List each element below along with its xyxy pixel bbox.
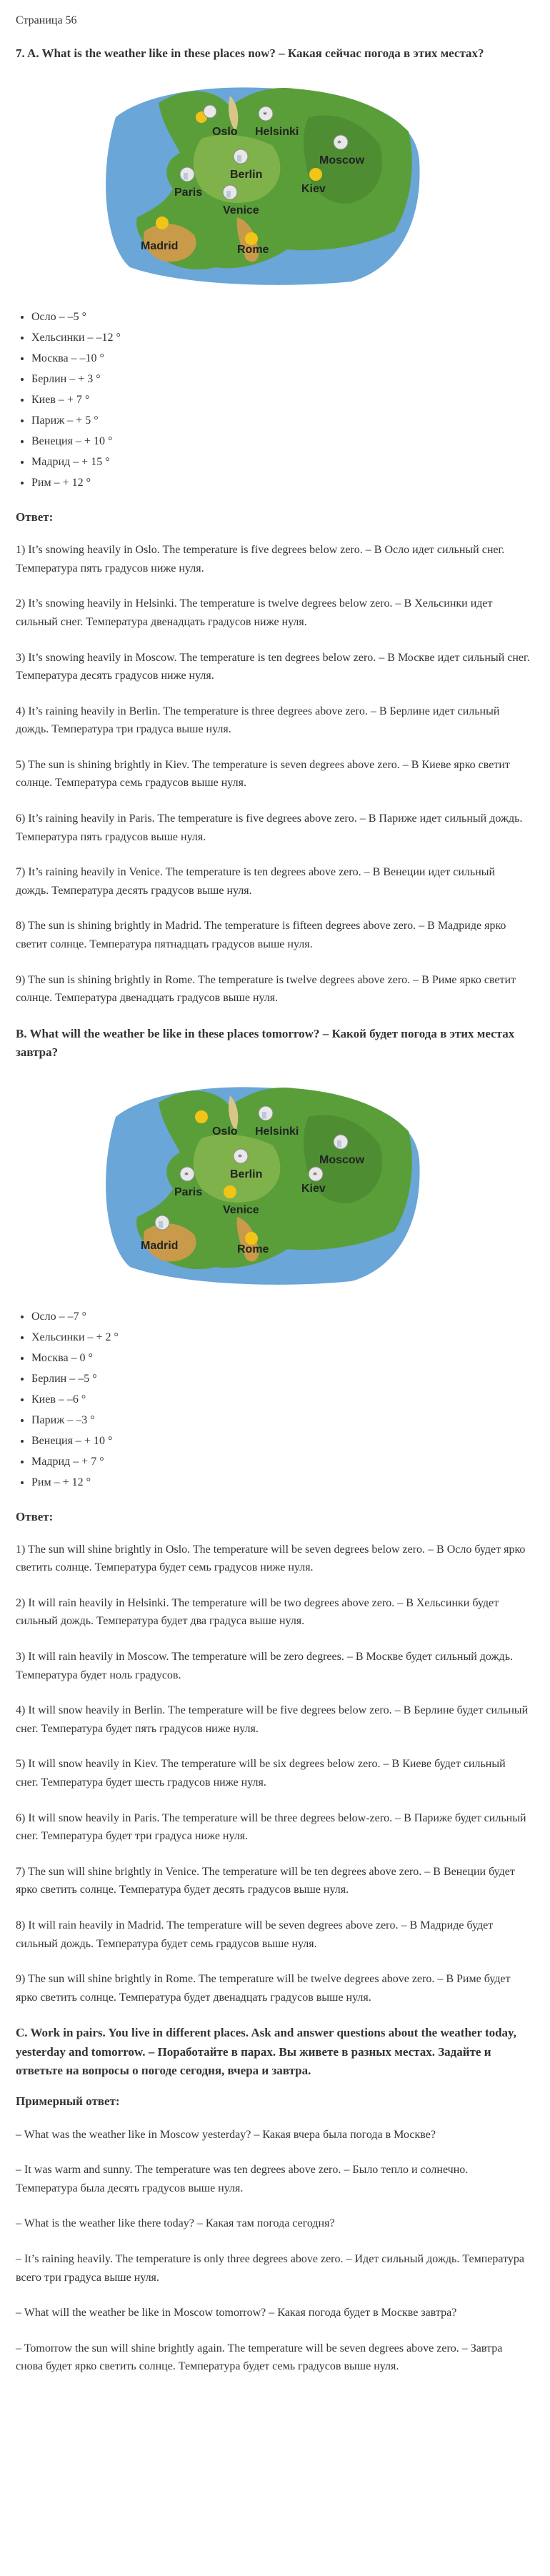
section-a-answer-title: Ответ: (16, 509, 54, 524)
list-item: • Осло – –7 ° (31, 1308, 530, 1326)
city-label-kiev: Kiev (301, 182, 326, 195)
answer-paragraph: 4) It will snow heavily in Berlin. The temperature will be five degrees below zero. – В Берлине будет сильный снег. Температура будет пять градусов ниже нуля. (16, 1704, 529, 1735)
list-item: • Рим – + 12 ° (31, 474, 530, 492)
svg-text:|||: ||| (337, 1139, 342, 1148)
list-item: • Киев – + 7 ° (31, 392, 530, 409)
list-item: • Осло – –5 ° (31, 309, 530, 326)
svg-text:|||: ||| (226, 189, 231, 198)
list-item: • Париж – –3 ° (31, 1412, 530, 1429)
svg-text:*: * (337, 137, 341, 148)
europe-weather-map-now (94, 74, 423, 289)
svg-text:|||: ||| (262, 1110, 267, 1119)
city-label-oslo: Oslo (212, 125, 238, 138)
section-b-temperature-list (16, 1308, 530, 1491)
list-item: • Венеция – + 10 ° (31, 433, 530, 450)
section-b-heading: B. What will the weather be like in these places tomorrow? – Какой будет погода в этих местах завтра? (16, 1026, 515, 1060)
weather-icon-madrid (156, 217, 169, 229)
city-label-rome: Rome (237, 243, 269, 256)
weather-icon-madrid (155, 1215, 169, 1230)
city-label-kiev: Kiev (301, 1182, 326, 1195)
city-label-moscow: Moscow (319, 1153, 365, 1166)
weather-icon-berlin (234, 149, 248, 164)
dialogue-line: – It was warm and sunny. The temperature was ten degrees above zero. – Было тепло и солнечно. Температура была десять градусов выше нуля. (16, 2164, 469, 2194)
section-a-heading: 7. A. What is the weather like in these places now? – Какая сейчас погода в этих местах? (16, 46, 484, 60)
list-item: • Хельсинки – –12 ° (31, 329, 530, 347)
city-label-oslo: Oslo (212, 1125, 238, 1138)
weather-icon-oslo (195, 1110, 208, 1123)
svg-text:*: * (184, 1169, 189, 1180)
answer-paragraph: 2) It’s snowing heavily in Helsinki. The temperature is twelve degrees below zero. – В Хельсинки идет сильный снег. Температура двенадцать градусов ниже нуля. (16, 597, 493, 628)
answer-paragraph: 7) The sun will shine brightly in Venice. The temperature will be ten degrees above zero. – В Венеции будет ярко светить солнце. Температура будет десять градусов выше нуля. (16, 1865, 515, 1896)
section-c-heading: C. Work in pairs. You live in different places. Ask and answer questions about the weather today, yesterday and tomorrow. – Поработайте в парах. Вы живете в разных местах. Задайте и ответьте на вопросы о погоде сегодня, вчера и завтра. (16, 2026, 516, 2078)
city-label-helsinki: Helsinki (255, 1125, 299, 1138)
weather-icon-venice (224, 1185, 236, 1198)
answer-paragraph: 7) It’s raining heavily in Venice. The temperature is ten degrees above zero. – В Венеции идет сильный дождь. Температура десять градусов выше нуля. (16, 866, 496, 897)
svg-text:|||: ||| (237, 154, 242, 162)
answer-paragraph: 9) The sun is shining brightly in Rome. The temperature is twelve degrees above zero. – В Риме ярко светит солнце. Температура двенадцать градусов выше нуля. (16, 973, 516, 1005)
section-b-answer-title: Ответ: (16, 1509, 54, 1523)
answer-paragraph: 1) It’s snowing heavily in Oslo. The temperature is five degrees below zero. – В Осло идет сильный снег. Температура пять градусов ниже нуля. (16, 544, 505, 575)
answer-paragraph: 9) The sun will shine brightly in Rome. The temperature will be twelve degrees above zero. – В Риме будет ярко светить солнце. Температура будет двенадцать градусов выше нуля. (16, 1973, 511, 2004)
svg-text:|||: ||| (184, 171, 189, 180)
list-item: • Мадрид – + 15 ° (31, 454, 530, 471)
weather-icon-moscow (334, 1135, 348, 1149)
dialogue-line: – It’s raining heavily. The temperature is only three degrees above zero. – Идет сильный дождь. Температура всего три градуса выше нуля. (16, 2252, 524, 2284)
answer-paragraph: 8) It will rain heavily in Madrid. The temperature will be seven degrees above zero. – В Мадриде будет сильный дождь. Температура будет семь градусов выше нуля. (16, 1919, 494, 1950)
city-label-venice: Venice (223, 1203, 259, 1216)
weather-icon-helsinki (259, 106, 273, 121)
list-item: • Париж – + 5 ° (31, 412, 530, 429)
answer-paragraph: 5) It will snow heavily in Kiev. The temperature will be six degrees below zero. – В Киеве будет сильный снег. Температура будет шесть градусов ниже нуля. (16, 1758, 506, 1789)
answer-paragraph: 6) It’s raining heavily in Paris. The temperature is five degrees above zero. – В Париже идет сильный дождь. Температура пять градусов выше нуля. (16, 812, 523, 843)
list-item: • Берлин – –5 ° (31, 1371, 530, 1388)
list-item: • Москва – –10 ° (31, 350, 530, 367)
city-label-madrid: Madrid (141, 239, 179, 252)
weather-icon-helsinki (259, 1106, 273, 1120)
answer-paragraph: 6) It will snow heavily in Paris. The temperature will be three degrees below-zero. – В Париже будет сильный снег. Температура будет три градуса ниже нуля. (16, 1811, 526, 1843)
weather-icon-moscow (334, 135, 348, 149)
answer-paragraph: 8) The sun is shining brightly in Madrid. The temperature is fifteen degrees above zero. – В Мадриде ярко светит солнце. Температура пятнадцать градусов выше нуля. (16, 920, 506, 951)
list-item: • Берлин – + 3 ° (31, 371, 530, 388)
city-label-berlin: Berlin (230, 1168, 263, 1180)
city-label-moscow: Moscow (319, 154, 365, 166)
svg-text:*: * (238, 1151, 242, 1162)
dialogue-line: – What is the weather like there today? – Какая там погода сегодня? (16, 2217, 335, 2230)
svg-text:*: * (263, 109, 267, 119)
answer-paragraph: 3) It will rain heavily in Moscow. The temperature will be zero degrees. – В Москве будет сильный дождь. Температура будет ноль градусов. (16, 1651, 513, 1681)
city-label-helsinki: Helsinki (255, 125, 299, 138)
answer-paragraph: 1) The sun will shine brightly in Oslo. The temperature will be seven degrees below zero. – В Осло будет ярко светить солнце. Температура будет семь градусов ниже нуля. (16, 1543, 526, 1574)
europe-weather-map-tomorrow (94, 1074, 423, 1288)
weather-icon-berlin (234, 1149, 248, 1163)
list-item: • Москва – 0 ° (31, 1350, 530, 1367)
weather-icon-kiev (309, 1167, 323, 1181)
weather-icon-paris (180, 1167, 194, 1181)
city-label-berlin: Berlin (230, 168, 263, 181)
answer-paragraph: 3) It’s snowing heavily in Moscow. The temperature is ten degrees below zero. – В Москве идет сильный снег. Температура десять градусов ниже нуля. (16, 651, 530, 682)
page-label: Страница 56 (16, 14, 77, 26)
list-item: • Венеция – + 10 ° (31, 1433, 530, 1450)
section-c-example-title: Примерный ответ: (16, 2094, 120, 2109)
dialogue-line: – What will the weather be like in Moscow tomorrow? – Какая погода будет в Москве завтра? (16, 2307, 457, 2319)
section-a-temperature-list (16, 309, 530, 492)
dialogue-line: – What was the weather like in Moscow yesterday? – Какая вчера была погода в Москве? (16, 2128, 436, 2141)
list-item: • Киев – –6 ° (31, 1391, 530, 1408)
weather-icon-paris (180, 167, 194, 181)
city-label-venice: Venice (223, 204, 259, 217)
list-item: • Рим – + 12 ° (31, 1474, 530, 1491)
answer-paragraph: 4) It’s raining heavily in Berlin. The temperature is three degrees above zero. – В Берлине идет сильный дождь. Температура три градуса выше нуля. (16, 705, 500, 736)
city-label-paris: Paris (174, 1185, 203, 1198)
list-item: • Хельсинки – + 2 ° (31, 1329, 530, 1346)
weather-icon-kiev (309, 168, 322, 181)
svg-text:|||: ||| (159, 1220, 164, 1228)
city-label-rome: Rome (237, 1243, 269, 1255)
answer-paragraph: 2) It will rain heavily in Helsinki. The temperature will be two degrees above zero. – В Хельсинки будет сильный дождь. Температура будет два градуса выше нуля. (16, 1596, 499, 1628)
city-label-paris: Paris (174, 186, 203, 199)
answer-paragraph: 5) The sun is shining brightly in Kiev. The temperature is seven degrees above zero. – В Киеве ярко светит солнце. Температура семь градусов выше нуля. (16, 758, 510, 790)
list-item: • Мадрид – + 7 ° (31, 1453, 530, 1471)
dialogue-line: – Tomorrow the sun will shine brightly again. The temperature will be seven degrees above zero. – Завтра снова будет ярко светить солнце. Температура будет семь градусов выше нуля. (16, 2342, 503, 2373)
svg-text:*: * (313, 1169, 317, 1180)
weather-icon-venice (223, 185, 237, 199)
city-label-madrid: Madrid (141, 1239, 179, 1252)
